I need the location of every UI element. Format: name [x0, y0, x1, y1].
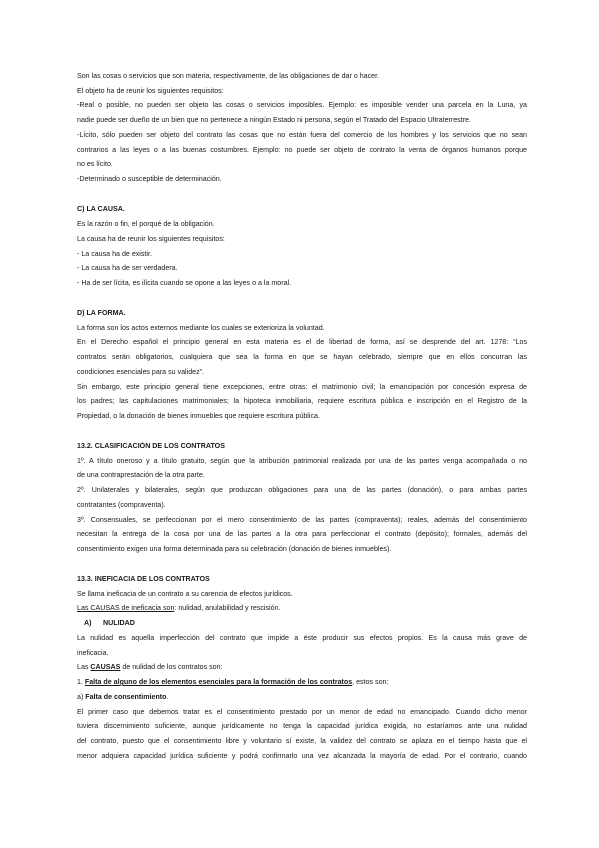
- subsection-letter: A): [84, 619, 92, 627]
- paragraph-line: contrarios a las leyes o a las buenas costumbres. Ejemplo: no puede ser objeto de contrato la venta de órganos humanos porque: [77, 146, 527, 154]
- paragraph-line: condiciones esenciales para su validez”.: [77, 368, 204, 376]
- section-heading: D) LA FORMA.: [77, 309, 126, 317]
- paragraph-line: contratos serán obligatorios, cualquiera que sea la forma en que se hayan celebrado, siempre que en ellos concurran las: [77, 353, 527, 361]
- paragraph-line: El primer caso que debemos tratar es el consentimiento prestado por un menor de edad no emancipado. Cuando dicho menor: [77, 708, 527, 716]
- paragraph-line: ineficacia.: [77, 649, 109, 657]
- inline-text: 1.: [77, 678, 85, 686]
- paragraph-line: Es la razón o fin, el porqué de la obligación.: [77, 220, 215, 228]
- paragraph-line: no es lícito.: [77, 160, 113, 168]
- inline-text: a): [77, 693, 86, 701]
- paragraph-line: 2º. Unilaterales y bilaterales, según que produzcan obligaciones para una de las partes (donación), o para ambas partes: [77, 486, 527, 494]
- paragraph-line: La forma son los actos externos mediante los cuales se exterioriza la voluntad.: [77, 324, 325, 332]
- emphasis-text: CAUSAS: [90, 663, 121, 671]
- paragraph-line: El objeto ha de reunir los siguientes requisitos:: [77, 87, 224, 95]
- paragraph-line: -Determinado o susceptible de determinación.: [77, 175, 222, 183]
- paragraph-line: La causa ha de reunir los siguientes requisitos:: [77, 235, 225, 243]
- paragraph-line: menor adquiera capacidad jurídica suficiente y podrá confirmarlo una vez alcanzada la mayoría de edad. Por el contrario, cuando: [77, 752, 527, 760]
- paragraph-line: del contrato, puesto que el consentimiento libre y voluntario sí existe, la validez del contrato se aplaza en el tiempo hasta que el: [77, 737, 527, 745]
- paragraph-line: [77, 678, 527, 687]
- paragraph-line: nadie puede ser dueño de un bien que no pertenece a ningún Estado ni persona, según el Tratado del Espacio Ultraterrestre.: [77, 116, 471, 124]
- list-item: - Ha de ser lícita, es ilícita cuando se opone a las leyes o a la moral.: [77, 279, 292, 287]
- paragraph-line: de una contraprestación de la otra parte.: [77, 471, 205, 479]
- inline-text: , estos son:: [352, 678, 389, 686]
- paragraph-line: necesitan la entrega de la cosa por una de las partes a la otra para perfeccionar el contrato (depósito); formales, además del: [77, 530, 527, 538]
- paragraph-line: Son las cosas o servicios que son materia, respectivamente, de las obligaciones de dar o hacer.: [77, 72, 380, 80]
- paragraph-line: [77, 693, 527, 702]
- paragraph-line: La nulidad es aquella imperfección del contrato que impide a éste producir sus efectos propios. Es la causa más grave de: [77, 634, 527, 642]
- paragraph-line: Sin embargo, este principio general tiene excepciones, entre otras: el matrimonio civil; la emancipación por concesión expresa de: [77, 383, 527, 391]
- paragraph-line: 1º. A título oneroso y a título gratuito, según que la atribución patrimonial realizada por una de las partes venga acompañada o no: [77, 457, 527, 465]
- paragraph-line: contratantes (compraventa).: [77, 501, 166, 509]
- subsection-title: NULIDAD: [103, 619, 135, 627]
- inline-text: de nulidad de los contratos son:: [120, 663, 223, 671]
- emphasis-text: Falta de alguno de los elementos esenciales para la formación de los contratos: [84, 678, 353, 686]
- paragraph-line: tuviera discernimiento suficiente, aunque jurídicamente no tenga la capacidad jurídica exigida, no estaríamos ante una nulidad: [77, 722, 527, 730]
- inline-text: Las: [77, 663, 91, 671]
- paragraph-line: -Real o posible, no pueden ser objeto las cosas o servicios imposibles. Ejemplo: es imposible vender una parcela en la Luna, ya: [77, 101, 527, 109]
- section-heading: 13.3. INEFICACIA DE LOS CONTRATOS: [77, 575, 210, 583]
- paragraph-line: [77, 604, 527, 613]
- paragraph-line: 3º. Consensuales, se perfeccionan por el mero consentimiento de las partes (compraventa); reales, además del consentimiento: [77, 516, 527, 524]
- paragraph-line: -Lícito, sólo pueden ser objeto del contrato las cosas que no están fuera del comercio de los hombres y los servicios que no sean: [77, 131, 527, 139]
- paragraph-line: Propiedad, o la donación de bienes inmuebles que requiere escritura pública.: [77, 412, 320, 420]
- inline-text: .: [166, 693, 169, 701]
- list-item: - La causa ha de existir.: [77, 250, 152, 258]
- section-heading: C) LA CAUSA.: [77, 205, 125, 213]
- section-heading: 13.2. CLASIFICACIÓN DE LOS CONTRATOS: [77, 442, 225, 450]
- underlined-text: Las CAUSAS de ineficacia son: [77, 604, 175, 612]
- paragraph-line: consentimiento exigen una forma determinada para su celebración (donación de bienes inmuebles).: [77, 545, 392, 553]
- paragraph-line: En el Derecho español el principio general en esta materia es el de libertad de forma, así se desprende del art. 1278: “Los: [77, 338, 527, 346]
- inline-text: : nulidad, anulabilidad y rescisión.: [174, 604, 281, 612]
- paragraph-line: los padres; las capitulaciones matrimoniales; la hipoteca inmobiliaria, requiere escritura pública e inscripción en el Registro de la: [77, 397, 527, 405]
- paragraph-line: [77, 663, 527, 672]
- emphasis-text: Falta de consentimiento: [85, 693, 167, 701]
- paragraph-line: Se llama ineficacia de un contrato a su carencia de efectos jurídicos.: [77, 590, 293, 598]
- list-item: - La causa ha de ser verdadera.: [77, 264, 178, 272]
